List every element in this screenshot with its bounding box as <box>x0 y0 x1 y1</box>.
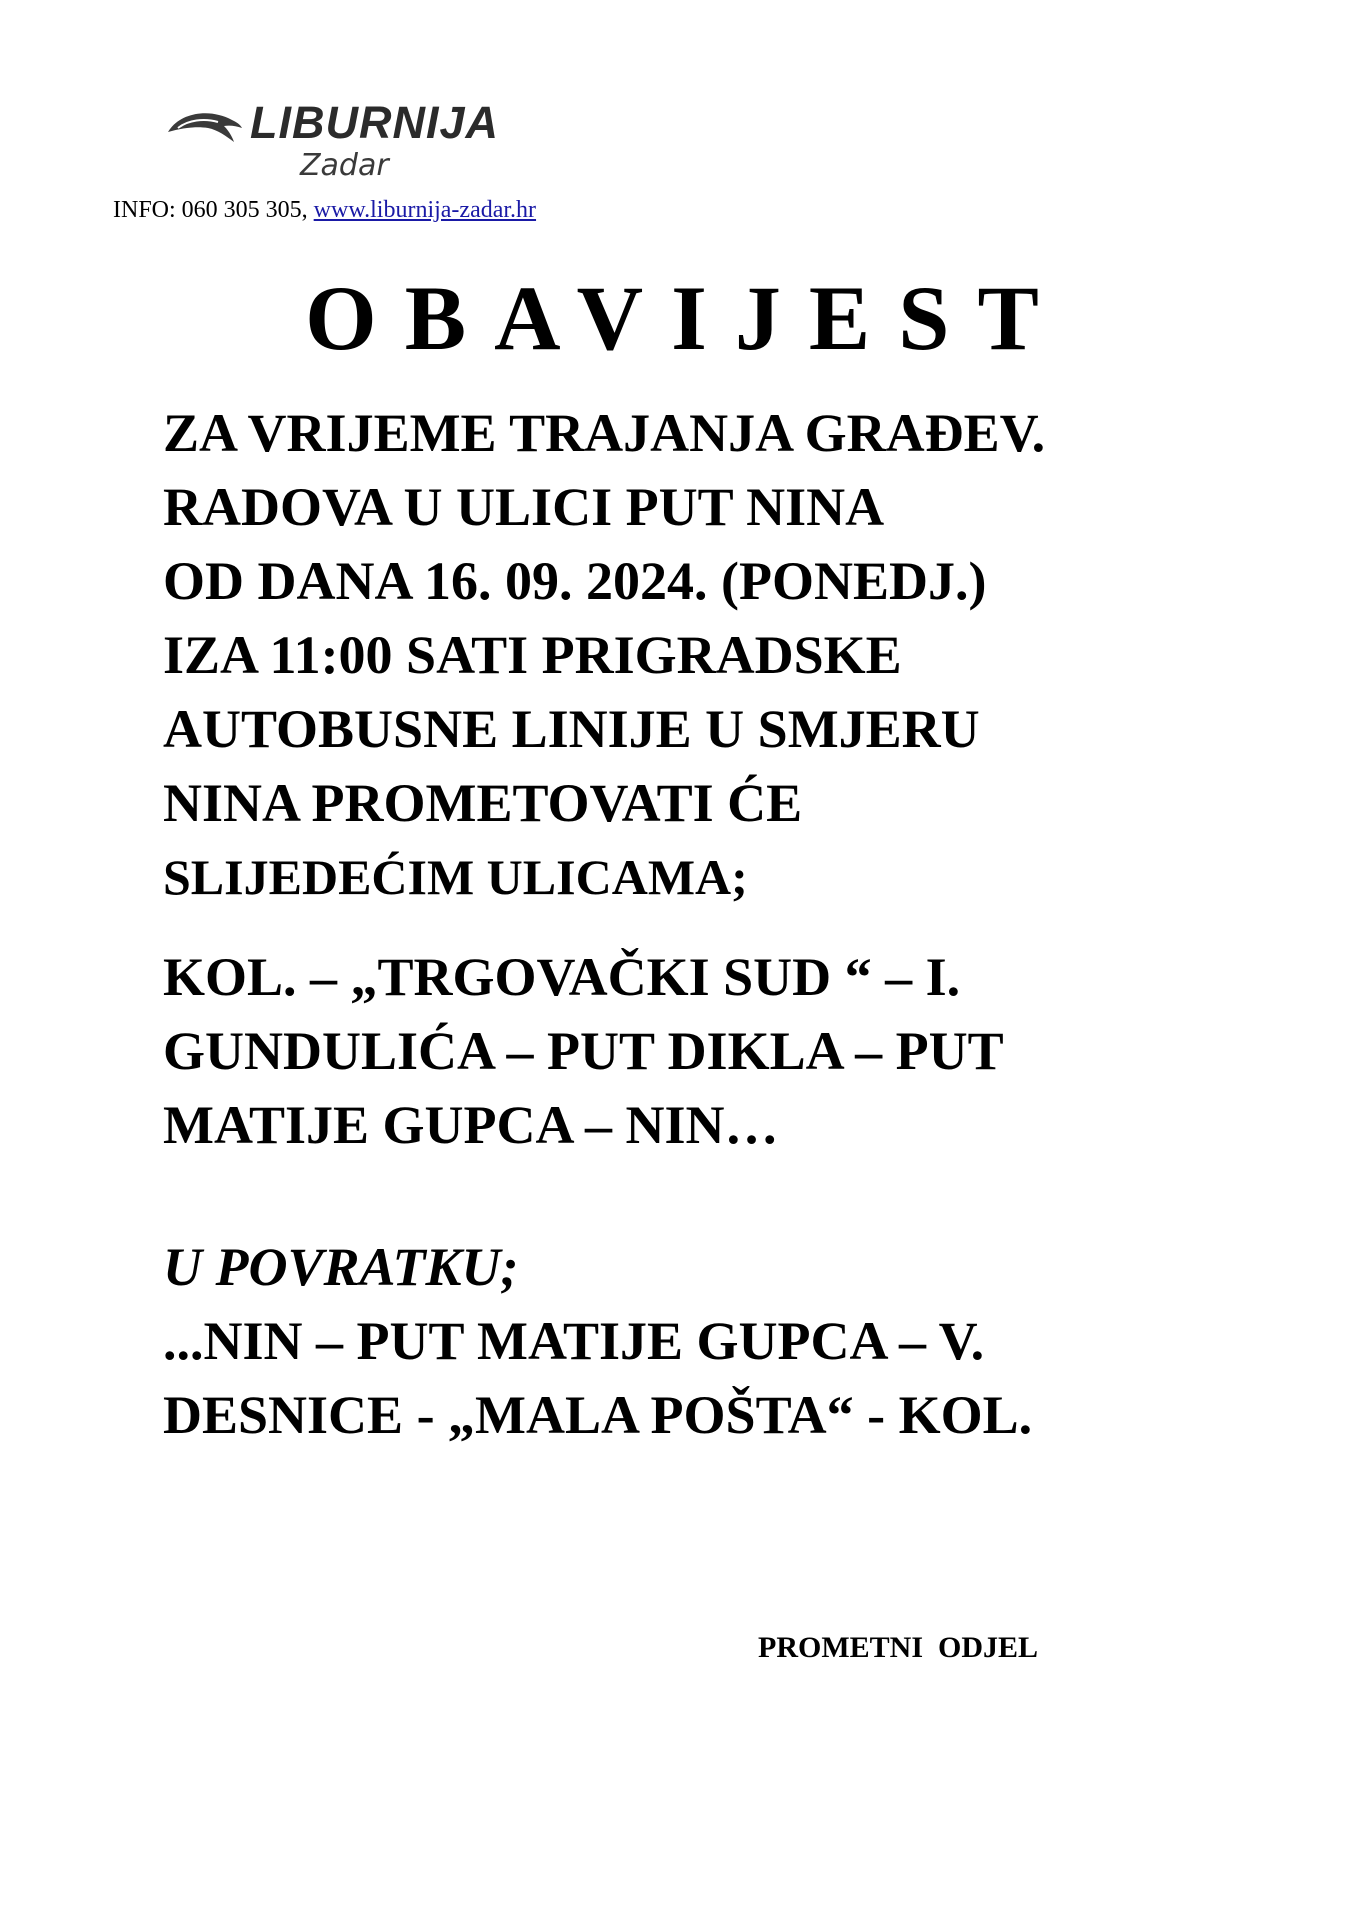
info-phone: INFO: 060 305 305, <box>113 197 314 223</box>
route-line: MATIJE GUPCA – NIN… <box>163 1095 779 1155</box>
notice-text <box>163 396 1045 914</box>
notice-line: NINA PROMETOVATI ĆE <box>163 773 803 833</box>
signature: PROMETNI ODJEL <box>758 1631 1039 1664</box>
route-outbound <box>163 940 1004 1162</box>
notice-line: ZA VRIJEME TRAJANJA GRAĐEV. <box>163 403 1046 463</box>
logo-city: Zadar <box>300 148 389 183</box>
route-return <box>163 1230 1032 1452</box>
route-line: ...NIN – PUT MATIJE GUPCA – V. <box>163 1311 985 1371</box>
company-logo <box>166 97 500 188</box>
notice-line: OD DANA 16. 09. 2024. (PONEDJ.) <box>163 551 987 611</box>
notice-line: AUTOBUSNE LINIJE U SMJERU <box>163 699 980 759</box>
route-line: KOL. – „TRGOVAČKI SUD “ – I. <box>163 947 961 1007</box>
notice-line: SLIJEDEĆIM ULICAMA; <box>163 849 748 905</box>
contact-info <box>113 195 536 225</box>
dolphin-icon <box>166 106 244 146</box>
route-line: DESNICE - „MALA POŠTA“ - KOL. <box>163 1385 1033 1445</box>
website-link[interactable]: www.liburnija-zadar.hr <box>313 197 537 223</box>
route-line: GUNDULIĆA – PUT DIKLA – PUT <box>163 1021 1004 1081</box>
route-return-heading: U POVRATKU; <box>163 1237 519 1297</box>
notice-line: RADOVA U ULICI PUT NINA <box>163 477 885 537</box>
page-title: OBAVIJEST <box>305 267 1067 369</box>
notice-line: IZA 11:00 SATI PRIGRADSKE <box>163 625 902 685</box>
logo-name: LIBURNIJA <box>250 97 500 148</box>
